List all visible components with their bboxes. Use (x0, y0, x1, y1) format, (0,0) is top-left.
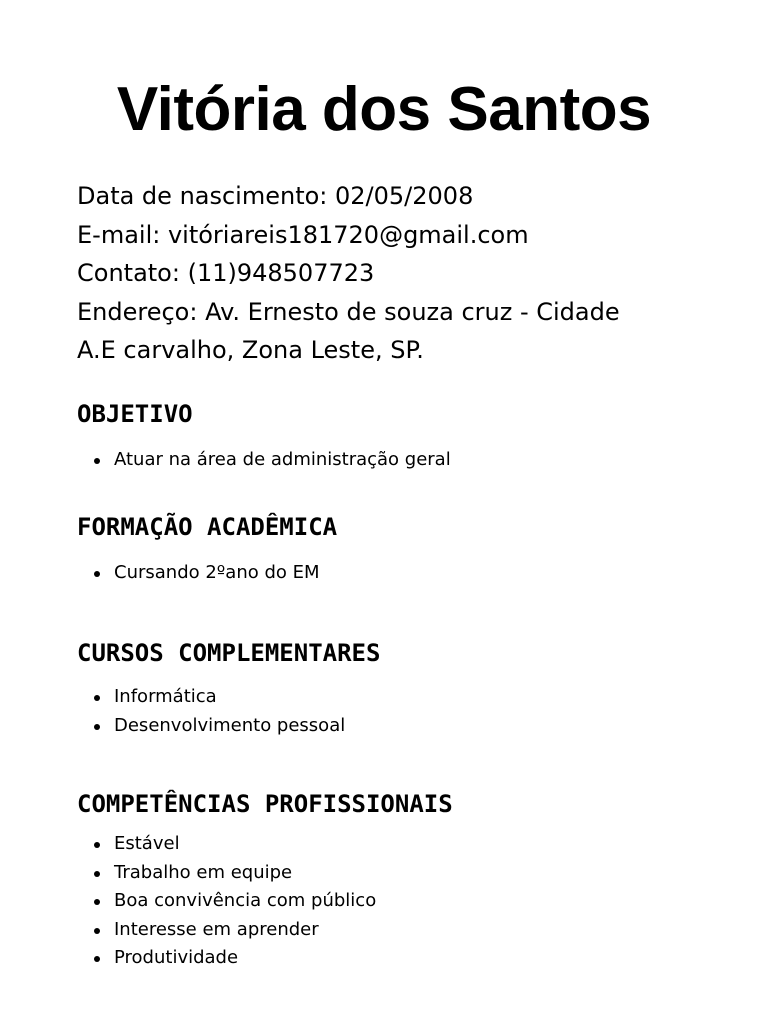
objetivo-list (92, 446, 451, 475)
email-line: E-mail: vitóriareis181720@gmail.com (77, 220, 529, 249)
person-name: Vitória dos Santos (116, 75, 652, 144)
cursos-list (92, 683, 345, 740)
bullet-icon (94, 458, 100, 464)
bullet-icon (94, 724, 100, 730)
list-item (92, 683, 345, 712)
list-item (92, 830, 376, 859)
list-item-text: Estável (114, 833, 180, 854)
list-item-text: Cursando 2ºano do EM (114, 562, 320, 583)
competencias-list (92, 830, 376, 973)
birth-date-line: Data de nascimento: 02/05/2008 (77, 182, 474, 210)
bullet-icon (94, 571, 100, 577)
bullet-icon (94, 871, 100, 877)
list-item (92, 859, 376, 888)
list-item (92, 944, 376, 973)
section-title-cursos: CURSOS COMPLEMENTARES (77, 639, 381, 667)
list-item (92, 712, 345, 741)
bullet-icon (94, 928, 100, 934)
phone-line: Contato: (11)948507723 (77, 259, 375, 287)
contact-block (77, 177, 697, 370)
list-item-text: Atuar na área de administração geral (114, 449, 451, 470)
list-item (92, 887, 376, 916)
list-item-text: Produtividade (114, 947, 239, 968)
bullet-icon (94, 842, 100, 848)
address-line-2: A.E carvalho, Zona Leste, SP. (77, 336, 424, 364)
bullet-icon (94, 695, 100, 701)
list-item-text: Interesse em aprender (114, 918, 319, 940)
address-line-1: Endereço: Av. Ernesto de souza cruz - Cidade (77, 297, 620, 326)
list-item (92, 916, 376, 945)
list-item-text: Informática (114, 686, 217, 707)
bullet-icon (94, 899, 100, 905)
list-item (92, 446, 451, 475)
list-item-text: Desenvolvimento pessoal (114, 714, 346, 736)
formacao-list (92, 559, 320, 588)
section-title-objetivo: OBJETIVO (77, 400, 193, 428)
list-item (92, 559, 320, 588)
section-title-competencias: COMPETÊNCIAS PROFISSIONAIS (77, 790, 453, 818)
list-item-text: Trabalho em equipe (114, 861, 293, 883)
list-item-text: Boa convivência com público (114, 890, 377, 911)
section-title-formacao: FORMAÇÃO ACADÊMICA (77, 513, 338, 541)
bullet-icon (94, 956, 100, 962)
